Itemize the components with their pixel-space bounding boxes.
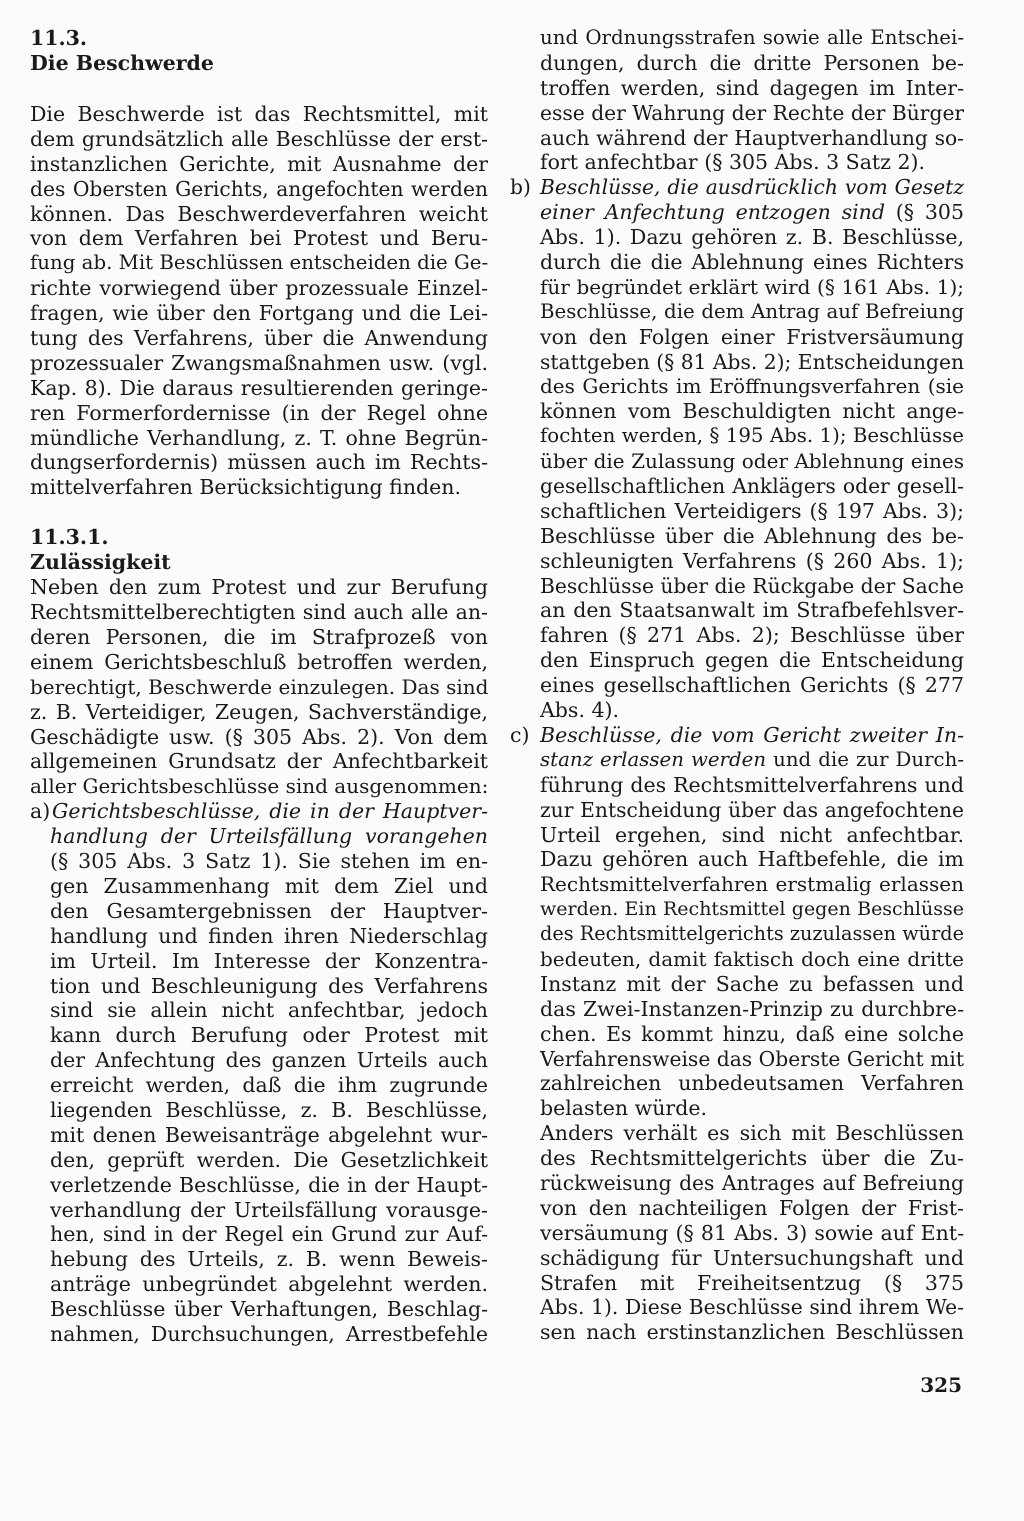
text-line: erreicht werden, daß die ihm zugrunde	[50, 1073, 488, 1098]
text-line: verletzende Beschlüsse, die in der Haupt-	[50, 1172, 488, 1197]
list-item-b	[510, 175, 964, 723]
list-marker-c: c)	[510, 722, 530, 747]
text-line: werden. Ein Rechtsmittel gegen Beschlüsse	[540, 898, 964, 921]
text-line: instanzlichen Gerichte, mit Ausnahme der	[30, 151, 488, 176]
text-line: Abs. 1). Diese Beschlüsse sind ihrem We-	[540, 1295, 964, 1320]
text-line: rückweisung des Antrages auf Befreiung	[540, 1170, 964, 1195]
text-line: sind sie allein nicht anfechtbar, jedoch	[50, 998, 488, 1023]
text-line: Geschädigte usw. (§ 305 Abs. 2). Von dem	[30, 724, 488, 749]
text-line: den Einspruch gegen die Entscheidung	[540, 648, 964, 673]
text-line: ren Formerfordernisse (in der Regel ohne	[30, 400, 488, 425]
item-a-continuation	[540, 26, 964, 175]
text-line: liegenden Beschlüsse, z. B. Beschlüsse,	[50, 1097, 488, 1122]
text-line: richte vorwiegend über prozessuale Einzel-	[30, 276, 488, 301]
text-line: tung des Verfahrens, über die Anwendung	[30, 326, 488, 351]
text-line: Urteil ergehen, sind nicht anfechtbar.	[540, 822, 964, 847]
list-marker-b: b)	[510, 175, 531, 200]
text-line: den Gesamtergebnissen der Hauptver-	[50, 898, 488, 923]
text-line: den, geprüft werden. Die Gesetzlichkeit	[50, 1147, 488, 1172]
text-line: fahren (§ 271 Abs. 2); Beschlüsse über	[540, 623, 964, 648]
text-line: esse der Wahrung der Rechte der Bürger	[540, 100, 964, 125]
right-column	[510, 26, 964, 1345]
text-line: Abs. 4).	[540, 698, 620, 723]
text-line: schaftlichen Verteidigers (§ 197 Abs. 3);	[540, 498, 964, 523]
list-marker-a: a)	[30, 799, 51, 824]
item-c-continuation: und die zur Durch-	[766, 747, 964, 771]
text-line: Rechtsmittelberechtigten sind auch alle an-	[30, 600, 488, 625]
item-b-italic-lead: einer Anfechtung entzogen sind	[540, 200, 885, 225]
text-line: stattgeben (§ 81 Abs. 2); Entscheidungen	[540, 349, 964, 374]
text-line: durch die die Ablehnung eines Richters	[540, 250, 964, 275]
text-line: kann durch Berufung oder Protest mit	[50, 1023, 488, 1048]
text-line: der Anfechtung des ganzen Urteils auch	[50, 1048, 488, 1073]
text-line: Neben den zum Protest und zur Berufung	[30, 575, 488, 600]
text-line: dungserfordernis) müssen auch im Rechts-	[30, 450, 488, 475]
text-line: Dazu gehören auch Haftbefehle, die im	[540, 847, 964, 872]
text-line: bedeuten, damit faktisch doch eine dritte	[540, 946, 964, 971]
text-line: gen Zusammenhang mit dem Ziel und	[50, 873, 488, 898]
closing-paragraph	[540, 1121, 964, 1345]
text-line: sen nach erstinstanzlichen Beschlüssen	[540, 1320, 964, 1345]
text-line: an den Staatsanwalt im Strafbefehlsver-	[540, 598, 964, 623]
text-line: Beschlüsse über Verhaftungen, Beschlag-	[50, 1297, 488, 1322]
text-line: berechtigt, Beschwerde einzulegen. Das sind	[30, 674, 488, 699]
text-line: Verfahrensweise das Oberste Gericht mit	[540, 1046, 964, 1071]
text-line: mit denen Beweisanträge abgelehnt wur-	[50, 1122, 488, 1147]
subsection-paragraph	[30, 575, 488, 799]
text-line: Abs. 1). Dazu gehören z. B. Beschlüsse,	[540, 225, 964, 250]
text-line: verhandlung der Urteilsfällung vorausge-	[50, 1197, 488, 1222]
text-line: von den nachteiligen Folgen der Frist-	[540, 1195, 964, 1220]
text-line: belasten würde.	[540, 1096, 707, 1121]
text-line: aller Gerichtsbeschlüsse sind ausgenommen:	[30, 774, 488, 799]
text-line: versäumung (§ 81 Abs. 3) sowie auf Ent-	[540, 1220, 964, 1245]
text-line: hebung des Urteils, z. B. wenn Beweis-	[50, 1247, 488, 1272]
list-item-c	[510, 723, 964, 1121]
text-line: prozessualer Zwangsmaßnahmen usw. (vgl.	[30, 350, 488, 375]
text-line: (§ 305 Abs. 3 Satz 1). Sie stehen im en-	[50, 849, 488, 874]
intro-paragraph	[30, 102, 488, 500]
text-line: führung des Rechtsmittelverfahrens und	[540, 772, 964, 797]
item-b-italic-lead: Beschlüsse, die ausdrücklich vom Gesetz	[540, 175, 964, 200]
text-line: tion und Beschleunigung des Verfahrens	[50, 973, 488, 998]
text-line: deren Personen, die im Strafprozeß von	[30, 625, 488, 650]
text-line: troffen werden, sind dagegen im Inter-	[540, 75, 964, 100]
text-line: allgemeinen Grundsatz der Anfechtbarkeit	[30, 749, 488, 774]
text-line: Beschlüsse über die Ablehnung des be-	[540, 523, 964, 548]
text-line: über die Zulassung oder Ablehnung eines	[540, 449, 964, 474]
text-line: dem grundsätzlich alle Beschlüsse der erst-	[30, 126, 488, 151]
text-line: können. Das Beschwerdeverfahren weicht	[30, 201, 488, 226]
subsection-number: 11.3.1.	[30, 525, 109, 550]
text-line: handlung und finden ihren Niederschlag	[50, 923, 488, 948]
text-line: das Zwei-Instanzen-Prinzip zu durchbre-	[540, 996, 964, 1021]
text-line: fragen, wie über den Fortgang und die Lei-	[30, 301, 488, 326]
text-line: z. B. Verteidiger, Zeugen, Sachverständige,	[30, 699, 488, 724]
text-line: Beschlüsse über die Rückgabe der Sache	[540, 573, 964, 598]
page-number: 325	[920, 1373, 962, 1397]
text-line: Strafen mit Freiheitsentzug (§ 375	[540, 1270, 964, 1295]
text-line: Beschlüsse, die dem Antrag auf Befreiung	[540, 299, 964, 323]
item-a-italic-lead: handlung der Urteilsfällung vorangehen	[50, 824, 488, 849]
text-line: des Gerichts im Eröffnungsverfahren (sie	[540, 374, 964, 399]
text-line: von den Folgen einer Fristversäumung	[540, 324, 964, 349]
text-line: hen, sind in der Regel ein Grund zur Auf-	[50, 1222, 488, 1247]
text-line: mittelverfahren Berücksichtigung finden.	[30, 475, 462, 500]
text-line: fort anfechtbar (§ 305 Abs. 3 Satz 2).	[540, 150, 926, 175]
text-line: Anders verhält es sich mit Beschlüssen	[540, 1121, 964, 1146]
text-line: auch während der Hauptverhandlung so-	[540, 125, 964, 150]
text-line: Kap. 8). Die daraus resultierenden geringe-	[30, 375, 488, 400]
text-line: nahmen, Durchsuchungen, Arrestbefehle	[50, 1321, 488, 1346]
text-line: Instanz mit der Sache zu befassen und	[540, 971, 964, 996]
text-line: einem Gerichtsbeschluß betroffen werden,	[30, 649, 488, 674]
text-line: fung ab. Mit Beschlüssen entscheiden die Ge-	[30, 251, 488, 275]
section-number: 11.3.	[30, 26, 88, 50]
text-line: und Ordnungsstrafen sowie alle Entschei-	[540, 26, 964, 49]
list-item-a	[30, 799, 488, 1347]
subsection-title: Zulässigkeit	[30, 550, 171, 575]
text-line: gesellschaftlichen Anklägers oder gesell-	[540, 474, 964, 499]
text-line: schleunigten Verfahrens (§ 260 Abs. 1);	[540, 548, 964, 573]
section-title: Die Beschwerde	[30, 51, 214, 75]
text-line: im Urteil. Im Interesse der Konzentra-	[50, 948, 488, 973]
left-column	[30, 26, 488, 1347]
text-line: fochten werden, § 195 Abs. 1); Beschlüsse	[540, 424, 964, 448]
text-line: dungen, durch die dritte Personen be-	[540, 50, 964, 75]
item-a-italic-lead: Gerichtsbeschlüsse, die in der Hauptver-	[52, 799, 488, 824]
text-line: chen. Es kommt hinzu, daß eine solche	[540, 1021, 964, 1046]
text-line: Die Beschwerde ist das Rechtsmittel, mit	[30, 102, 488, 126]
item-c-italic-lead: Beschlüsse, die vom Gericht zweiter In-	[540, 722, 964, 747]
text-line: Rechtsmittelverfahren erstmalig erlassen	[540, 872, 964, 897]
item-b-reference: (§ 305	[885, 200, 964, 225]
text-line: anträge unbegründet abgelehnt werden.	[50, 1272, 488, 1297]
text-line: mündliche Verhandlung, z. T. ohne Begrün-	[30, 425, 488, 450]
text-line: schädigung für Untersuchungshaft und	[540, 1245, 964, 1270]
text-line: von dem Verfahren bei Protest und Beru-	[30, 226, 488, 251]
text-line: können vom Beschuldigten nicht ange-	[540, 399, 964, 424]
text-line: des Rechtsmittelgerichts über die Zu-	[540, 1146, 964, 1171]
item-c-italic-lead: stanz erlassen werden	[540, 747, 767, 771]
text-line: des Obersten Gerichts, angefochten werden	[30, 176, 488, 201]
text-line: eines gesellschaftlichen Gerichts (§ 277	[540, 673, 964, 698]
text-line: zur Entscheidung über das angefochtene	[540, 797, 964, 822]
text-line: zahlreichen unbedeutsamen Verfahren	[540, 1071, 964, 1096]
text-line: des Rechtsmittelgerichts zuzulassen würde	[540, 922, 964, 946]
text-line: für begründet erklärt wird (§ 161 Abs. 1);	[540, 274, 964, 299]
